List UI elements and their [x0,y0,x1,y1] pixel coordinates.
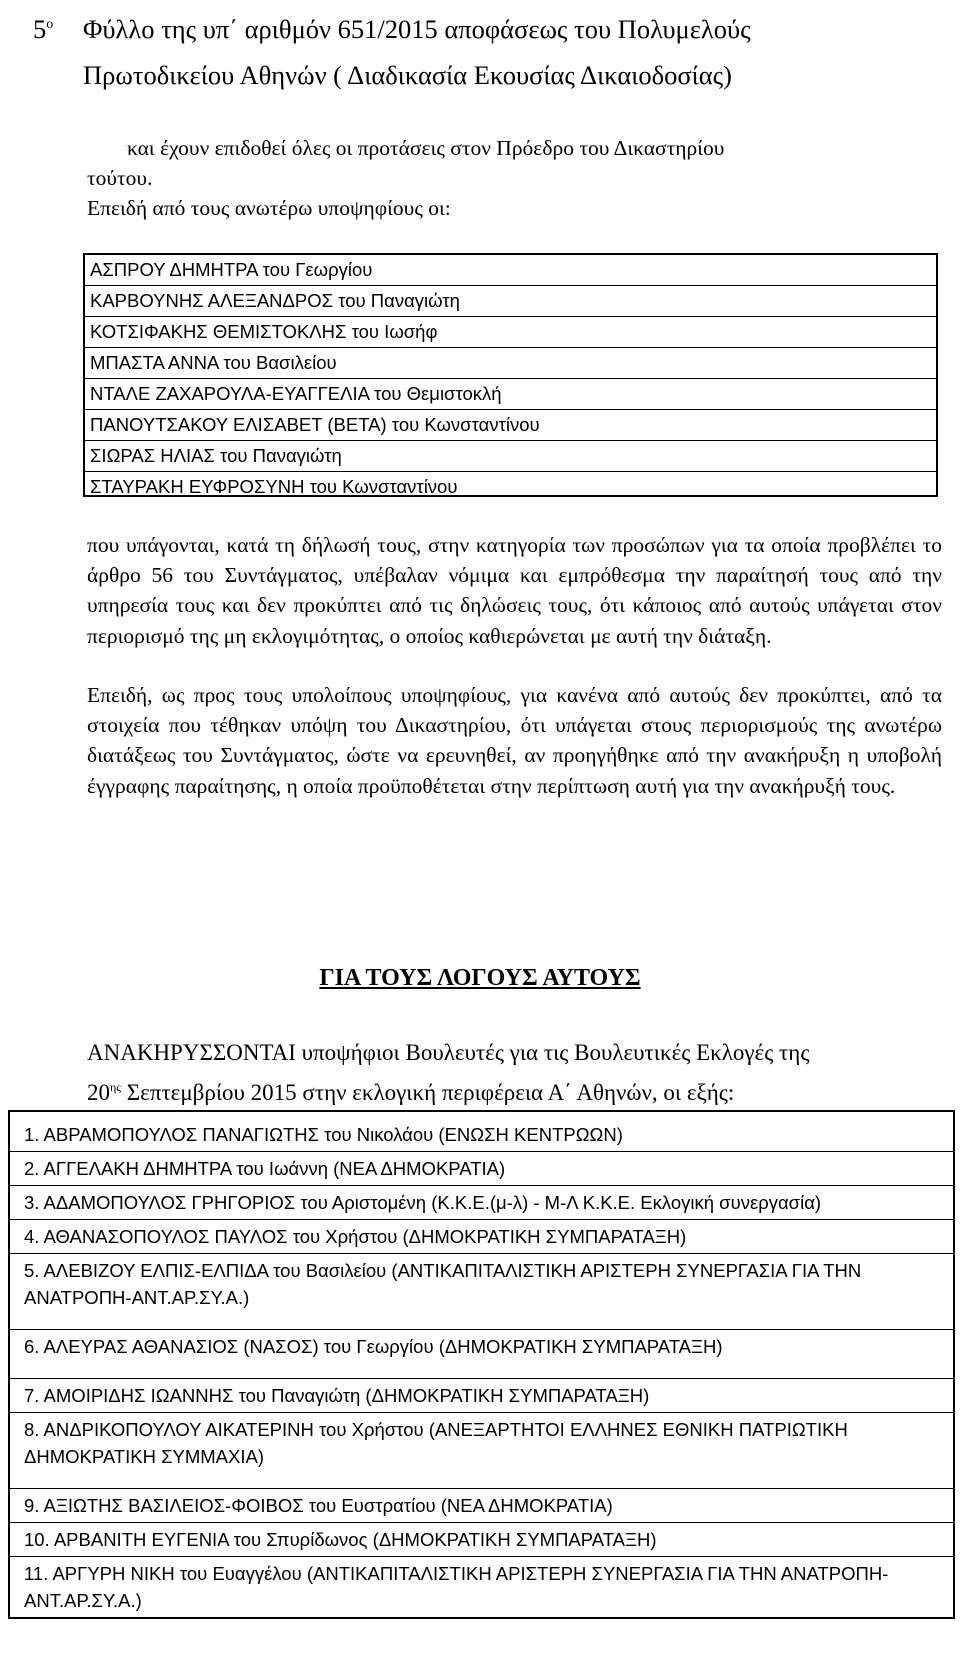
table-row: 8. ΑΝΔΡΙΚΟΠΟΥΛΟΥ ΑΙΚΑΤΕΡΙΝΗ του Χρήστου (ΑΝΕΞΑΡΤΗΤΟΙ ΕΛΛΗΝΕΣ ΕΘΝΙΚΗ ΠΑΤΡΙΩΤΙΚΗ ΔΗΜΟΚΡΑΤΙΚΗ ΣΥΜΜΑΧΙΑ) [10,1413,953,1489]
intro-line-3: Επειδή από τους ανωτέρω υποψηφίους οι: [87,196,451,220]
header-line-1: $5^o$ Φύλλο της υπ΄ αριθμόν 651/2015 αποφάσεως του Πολυμελούς [33,2,933,52]
intro-text [87,133,947,223]
intro-line-1: και έχουν επιδοθεί όλες οι προτάσεις στον Πρόεδρο του Δικαστηρίου [127,136,725,160]
table-row: 4. ΑΘΑΝΑΣΟΠΟΥΛΟΣ ΠΑΥΛΟΣ του Χρήστου (ΔΗΜΟΚΡΑΤΙΚΗ ΣΥΜΠΑΡΑΤΑΞΗ) [10,1220,953,1254]
table-row: 2. ΑΓΓΕΛΑΚΗ ΔΗΜΗΤΡΑ του Ιωάννη (ΝΕΑ ΔΗΜΟΚΡΑΤΙΑ) [10,1152,953,1186]
paragraph-1: που υπάγονται, κατά τη δήλωσή τους, στην κατηγορία των προσώπων για τα οποία προβλέπει το άρθρο 56 του Συντάγματος, υπέβαλαν νόμιμα και εμπρόθεσμα την παραίτησή τους από την υπηρεσία τους και δεν προκύπτει από τις δηλώσεις τους, ότι κάποιος από αυτούς υπάγεται στον περιορισμό της μη εκλογιμότητας, ο οποίος καθιερώνεται με αυτή την διάταξη. [87,533,942,648]
day-suffix: ης [110,1080,122,1094]
table-row: 5. ΑΛΕΒΙΖΟΥ ΕΛΠΙΣ-ΕΛΠΙΔΑ του Βασιλείου (ΑΝΤΙΚΑΠΙΤΑΛΙΣΤΙΚΗ ΑΡΙΣΤΕΡΗ ΣΥΝΕΡΓΑΣΙΑ ΓΙΑ ΤΗΝ ΑΝΑΤΡΟΠΗ-ΑΝΤ.ΑΡ.ΣΥ.Α.) [10,1254,953,1330]
table-row: ΑΣΠΡΟΥ ΔΗΜΗΤΡΑ του Γεωργίου [85,255,936,286]
page-number-sup: ο [46,17,54,32]
table-row: ΜΠΑΣΤΑ ΑΝΝΑ του Βασιλείου [85,348,936,379]
header-line-2: Πρωτοδικείου Αθηνών ( Διαδικασία Εκουσίας Δικαιοδοσίας) [83,59,732,90]
declaration-line-2: $20^{\eta\varsigma}$ Σεπτεμβρίου 2015 στην εκλογική περιφέρεια Α΄ Αθηνών, οι εξής: [87,1080,735,1105]
table-row: 6. ΑΛΕΥΡΑΣ ΑΘΑΝΑΣΙΟΣ (ΝΑΣΟΣ) του Γεωργίου (ΔΗΜΟΚΡΑΤΙΚΗ ΣΥΜΠΑΡΑΤΑΞΗ) [10,1330,953,1379]
table-row: 10. ΑΡΒΑΝΙΤΗ ΕΥΓΕΝΙΑ του Σπυρίδωνος (ΔΗΜΟΚΡΑΤΙΚΗ ΣΥΜΠΑΡΑΤΑΞΗ) [10,1523,953,1557]
page-number: $5^o$ [33,13,54,44]
declaration-line-1: ΑΝΑΚΗΡΥΣΣΟΝΤΑΙ υποψήφιοι Βουλευτές για τις Βουλευτικές Εκλογές της [87,1040,810,1065]
table-row: 3. ΑΔΑΜΟΠΟΥΛΟΣ ΓΡΗΓΟΡΙΟΣ του Αριστομένη (Κ.Κ.Ε.(μ-λ) - Μ-Λ Κ.Κ.Ε. Εκλογική συνεργασία) [10,1186,953,1220]
intro-line-2: τούτου. [87,166,153,190]
table-row: 1. ΑΒΡΑΜΟΠΟΥΛΟΣ ΠΑΝΑΓΙΩΤΗΣ του Νικολάου (ΕΝΩΣΗ ΚΕΝΤΡΩΩΝ) [10,1112,953,1152]
table-row: ΝΤΑΛΕ ΖΑΧΑΡΟΥΛΑ-ΕΥΑΓΓΕΛΙΑ του Θεμιστοκλή [85,379,936,410]
table-row: ΣΤΑΥΡΑΚΗ ΕΥΦΡΟΣΥΝΗ του Κωνσταντίνου [90,476,458,497]
section-title: ΓΙΑ ΤΟΥΣ ΛΟΓΟΥΣ ΑΥΤΟΥΣ [319,965,641,991]
declaration [87,1035,947,1110]
table-row: ΣΙΩΡΑΣ ΗΛΙΑΣ του Παναγιώτη [85,441,936,472]
table-row: ΚΟΤΣΙΦΑΚΗΣ ΘΕΜΙΣΤΟΚΛΗΣ του Ιωσήφ [85,317,936,348]
table-row: ΚΑΡΒΟΥΝΗΣ ΑΛΕΞΑΝΔΡΟΣ του Παναγιώτη [85,286,936,317]
table-row: ΠΑΝΟΥΤΣΑΚΟΥ ΕΛΙΣΑΒΕΤ (ΒΕΤΑ) του Κωνσταντίνου [85,410,936,441]
table-row: 7. ΑΜΟΙΡΙΔΗΣ ΙΩΑΝΝΗΣ του Παναγιώτη (ΔΗΜΟΚΡΑΤΙΚΗ ΣΥΜΠΑΡΑΤΑΞΗ) [10,1379,953,1413]
elected-candidates-table [8,1110,955,1619]
table-row: 11. ΑΡΓΥΡΗ ΝΙΚΗ του Ευαγγέλου (ΑΝΤΙΚΑΠΙΤΑΛΙΣΤΙΚΗ ΑΡΙΣΤΕΡΗ ΣΥΝΕΡΓΑΣΙΑ ΓΙΑ ΤΗΝ ΑΝΑΤΡΟΠΗ-ΑΝΤ.ΑΡ.ΣΥ.Α.) [24,1563,889,1611]
page-header [33,2,933,98]
table-row: 9. ΑΞΙΩΤΗΣ ΒΑΣΙΛΕΙΟΣ-ΦΟΙΒΟΣ του Ευστρατίου (ΝΕΑ ΔΗΜΟΚΡΑΤΙΑ) [10,1489,953,1523]
paragraph-2: Επειδή, ως προς τους υπολοίπους υποψηφίους, για κανένα από αυτούς δεν προκύπτει, από τα στοιχεία που τέθηκαν υπόψη του Δικαστηρίου, ότι υπάγεται στους περιορισμούς της ανωτέρω διατάξεως του Συντάγματος, ώστε να ερευνηθεί, αν προηγήθηκε από την ανακήρυξη η υποβολή έγγραφης παραίτησης, η οποία προϋποθέτεται στην περίπτωση αυτή για την ανακήρυξή τους. [87,683,942,798]
withdrawn-candidates-table [83,253,938,497]
